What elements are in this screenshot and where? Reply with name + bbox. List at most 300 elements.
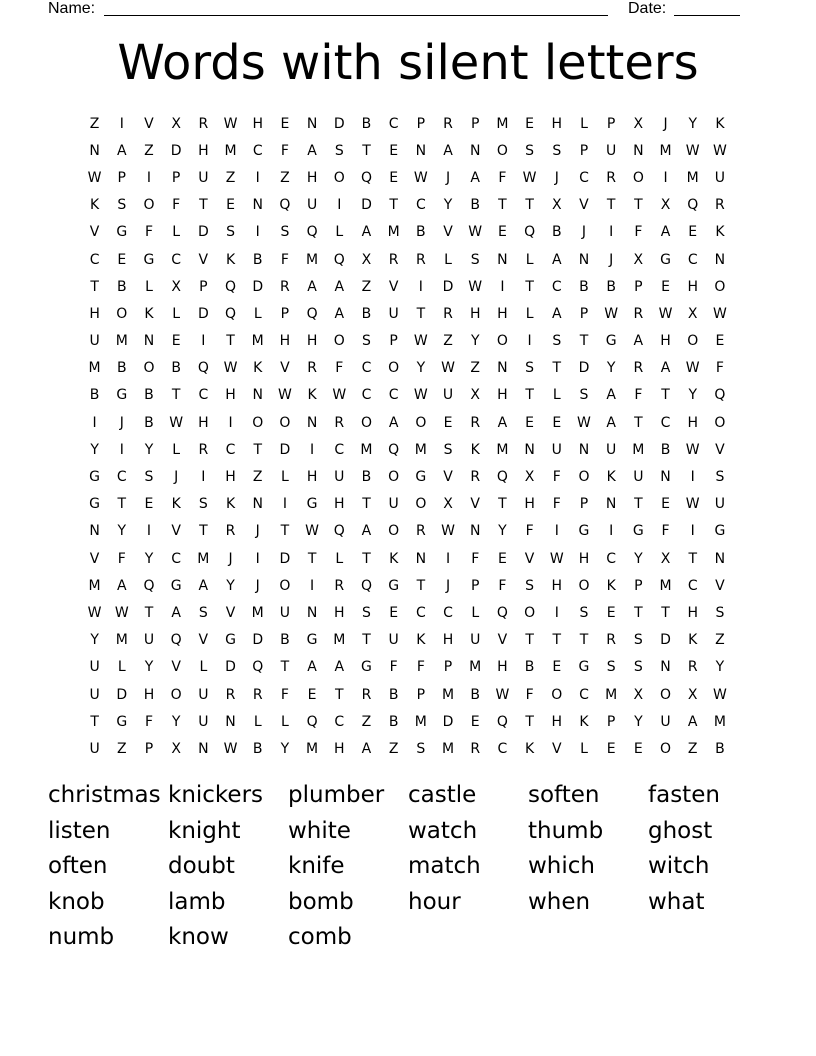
grid-letter[interactable]: D — [442, 278, 454, 295]
grid-letter[interactable]: S — [525, 142, 535, 159]
grid-letter[interactable]: X — [171, 740, 181, 757]
grid-letter[interactable]: N — [469, 523, 481, 540]
grid-letter[interactable]: Q — [306, 713, 318, 730]
grid-letter[interactable]: G — [116, 224, 128, 241]
grid-letter[interactable]: Y — [171, 713, 181, 730]
grid-letter[interactable]: U — [606, 142, 617, 159]
grid-letter[interactable]: Q — [306, 224, 318, 241]
grid-letter[interactable]: W — [441, 523, 455, 540]
grid-letter[interactable]: O — [170, 686, 182, 703]
grid-letter[interactable]: J — [228, 550, 233, 567]
grid-letter[interactable]: T — [552, 632, 562, 649]
grid-letter[interactable]: T — [144, 604, 154, 621]
grid-letter[interactable]: Q — [388, 441, 400, 458]
grid-letter[interactable]: C — [225, 441, 236, 458]
grid-letter[interactable]: S — [633, 659, 643, 676]
grid-letter[interactable]: V — [89, 550, 100, 567]
grid-letter[interactable]: H — [89, 305, 100, 322]
grid-letter[interactable]: V — [388, 278, 399, 295]
grid-letter[interactable]: W — [87, 604, 102, 621]
grid-letter[interactable]: G — [415, 469, 427, 486]
grid-letter[interactable]: T — [171, 387, 181, 404]
grid-letter[interactable]: I — [310, 577, 315, 594]
grid-letter[interactable]: K — [715, 115, 725, 132]
grid-letter[interactable]: Q — [714, 387, 726, 404]
grid-letter[interactable]: S — [525, 577, 535, 594]
grid-letter[interactable]: V — [198, 251, 209, 268]
grid-letter[interactable]: M — [659, 142, 672, 159]
grid-letter[interactable]: H — [225, 387, 236, 404]
grid-letter[interactable]: B — [144, 414, 154, 431]
grid-letter[interactable]: Y — [443, 197, 453, 214]
grid-letter[interactable]: N — [252, 387, 263, 404]
grid-letter[interactable]: K — [389, 550, 399, 567]
grid-letter[interactable]: V — [470, 496, 480, 513]
grid-letter[interactable]: G — [632, 523, 644, 540]
grid-letter[interactable]: M — [306, 740, 319, 757]
grid-letter[interactable]: H — [306, 469, 318, 486]
grid-letter[interactable]: C — [579, 169, 589, 186]
grid-letter[interactable]: M — [441, 686, 455, 703]
grid-letter[interactable]: R — [606, 169, 617, 186]
grid-letter[interactable]: W — [305, 523, 320, 540]
grid-letter[interactable]: T — [525, 197, 534, 214]
grid-letter[interactable]: W — [685, 496, 700, 513]
grid-letter[interactable]: H — [334, 496, 345, 513]
grid-letter[interactable]: M — [632, 441, 645, 458]
grid-letter[interactable]: O — [632, 169, 644, 186]
grid-letter[interactable]: M — [469, 659, 482, 676]
grid-letter[interactable]: S — [198, 604, 208, 621]
name-blank-line[interactable] — [104, 0, 608, 16]
grid-letter[interactable]: U — [198, 686, 209, 703]
grid-letter[interactable]: G — [578, 659, 590, 676]
grid-letter[interactable]: G — [388, 577, 400, 594]
grid-letter[interactable]: F — [634, 224, 643, 241]
grid-letter[interactable]: O — [279, 577, 291, 594]
grid-letter[interactable]: H — [551, 115, 563, 132]
grid-letter[interactable]: G — [361, 659, 372, 676]
grid-letter[interactable]: J — [609, 251, 614, 268]
grid-letter[interactable]: T — [362, 496, 371, 513]
grid-letter[interactable]: A — [198, 577, 209, 594]
grid-letter[interactable]: N — [252, 496, 263, 513]
grid-letter[interactable]: K — [606, 577, 616, 594]
grid-letter[interactable]: Z — [687, 740, 698, 757]
grid-letter[interactable]: R — [198, 441, 209, 458]
grid-letter[interactable]: P — [443, 659, 453, 676]
grid-letter[interactable]: W — [522, 169, 537, 186]
grid-letter[interactable]: E — [497, 224, 507, 241]
grid-letter[interactable]: R — [470, 469, 481, 486]
grid-letter[interactable]: B — [116, 278, 127, 295]
grid-letter[interactable]: V — [171, 659, 181, 676]
grid-letter[interactable]: U — [388, 305, 399, 322]
grid-letter[interactable]: I — [609, 224, 614, 241]
grid-letter[interactable]: T — [117, 496, 127, 513]
grid-letter[interactable]: F — [280, 686, 289, 703]
grid-letter[interactable]: E — [389, 604, 399, 621]
grid-letter[interactable]: I — [663, 169, 668, 186]
grid-letter[interactable]: C — [171, 550, 182, 567]
grid-letter[interactable]: W — [413, 169, 428, 186]
grid-letter[interactable]: I — [310, 441, 315, 458]
grid-letter[interactable]: W — [685, 142, 700, 159]
grid-letter[interactable]: U — [89, 686, 100, 703]
grid-letter[interactable]: H — [687, 414, 698, 431]
grid-letter[interactable]: A — [307, 278, 317, 295]
grid-letter[interactable]: E — [715, 333, 725, 350]
grid-letter[interactable]: J — [255, 523, 260, 540]
grid-letter[interactable]: Z — [144, 142, 154, 159]
grid-letter[interactable]: Z — [715, 632, 725, 649]
grid-letter[interactable]: L — [552, 387, 561, 404]
grid-letter[interactable]: N — [714, 550, 726, 567]
grid-letter[interactable]: H — [497, 305, 508, 322]
grid-letter[interactable]: E — [280, 115, 290, 132]
grid-letter[interactable]: T — [579, 333, 589, 350]
grid-letter[interactable]: T — [362, 142, 371, 159]
grid-letter[interactable]: J — [445, 577, 451, 594]
grid-letter[interactable]: H — [198, 414, 209, 431]
grid-letter[interactable]: F — [715, 360, 724, 377]
grid-letter[interactable]: S — [362, 604, 371, 621]
grid-letter[interactable]: U — [388, 496, 399, 513]
grid-letter[interactable]: I — [500, 278, 505, 295]
grid-letter[interactable]: Q — [225, 305, 237, 322]
grid-letter[interactable]: P — [606, 115, 616, 132]
grid-letter[interactable]: Z — [470, 360, 481, 377]
grid-letter[interactable]: A — [334, 305, 345, 322]
grid-letter[interactable]: M — [251, 604, 264, 621]
grid-letter[interactable]: O — [360, 414, 372, 431]
grid-letter[interactable]: F — [498, 169, 507, 186]
grid-letter[interactable]: K — [470, 441, 480, 458]
grid-letter[interactable]: N — [89, 142, 100, 159]
grid-letter[interactable]: G — [116, 713, 128, 730]
grid-letter[interactable]: A — [334, 278, 345, 295]
grid-letter[interactable]: D — [279, 550, 291, 567]
grid-letter[interactable]: G — [605, 333, 617, 350]
grid-letter[interactable]: F — [498, 577, 507, 594]
grid-letter[interactable]: F — [552, 496, 561, 513]
grid-letter[interactable]: G — [225, 632, 236, 649]
grid-letter[interactable]: O — [496, 142, 508, 159]
grid-letter[interactable]: O — [333, 333, 345, 350]
grid-letter[interactable]: B — [416, 224, 426, 241]
grid-letter[interactable]: N — [306, 604, 318, 621]
grid-letter[interactable]: S — [362, 333, 371, 350]
grid-letter[interactable]: X — [443, 496, 453, 513]
grid-letter[interactable]: E — [389, 142, 399, 159]
grid-letter[interactable]: Y — [90, 632, 99, 649]
grid-letter[interactable]: C — [198, 387, 209, 404]
grid-letter[interactable]: K — [90, 197, 100, 214]
grid-letter[interactable]: Y — [280, 740, 290, 757]
grid-letter[interactable]: V — [144, 115, 154, 132]
grid-letter[interactable]: D — [252, 278, 264, 295]
grid-letter[interactable]: Y — [416, 360, 426, 377]
grid-letter[interactable]: P — [389, 333, 398, 350]
grid-letter[interactable]: W — [413, 387, 428, 404]
grid-letter[interactable]: M — [496, 115, 509, 132]
grid-letter[interactable]: W — [169, 414, 184, 431]
grid-letter[interactable]: M — [659, 577, 672, 594]
grid-letter[interactable]: Z — [89, 115, 100, 132]
grid-letter[interactable]: O — [388, 360, 400, 377]
grid-letter[interactable]: G — [306, 496, 318, 513]
grid-letter[interactable]: A — [633, 333, 644, 350]
grid-letter[interactable]: H — [551, 713, 563, 730]
grid-letter[interactable]: M — [88, 360, 101, 377]
grid-letter[interactable]: V — [524, 550, 535, 567]
grid-letter[interactable]: A — [443, 142, 453, 159]
grid-letter[interactable]: D — [578, 360, 590, 377]
grid-letter[interactable]: T — [280, 523, 290, 540]
grid-letter[interactable]: U — [89, 740, 100, 757]
grid-letter[interactable]: B — [252, 251, 263, 268]
grid-letter[interactable]: F — [172, 197, 181, 214]
grid-letter[interactable]: I — [255, 550, 260, 567]
grid-letter[interactable]: T — [525, 632, 534, 649]
grid-letter[interactable]: T — [335, 686, 344, 703]
grid-letter[interactable]: E — [117, 251, 127, 268]
grid-letter[interactable]: K — [171, 496, 181, 513]
grid-letter[interactable]: Q — [143, 577, 155, 594]
grid-letter[interactable]: H — [524, 496, 535, 513]
grid-letter[interactable]: L — [335, 550, 344, 567]
grid-letter[interactable]: O — [415, 496, 427, 513]
grid-letter[interactable]: I — [255, 224, 260, 241]
grid-letter[interactable]: O — [496, 333, 508, 350]
grid-letter[interactable]: R — [361, 686, 372, 703]
grid-letter[interactable]: C — [687, 577, 698, 594]
grid-letter[interactable]: N — [89, 523, 100, 540]
grid-letter[interactable]: Y — [226, 577, 235, 594]
grid-letter[interactable]: C — [415, 604, 426, 621]
grid-letter[interactable]: H — [687, 604, 698, 621]
grid-letter[interactable]: W — [468, 224, 483, 241]
grid-letter[interactable]: W — [577, 414, 591, 431]
grid-letter[interactable]: P — [416, 686, 426, 703]
grid-letter[interactable]: I — [119, 115, 124, 132]
grid-letter[interactable]: C — [361, 387, 372, 404]
grid-letter[interactable]: T — [661, 387, 670, 404]
grid-letter[interactable]: E — [470, 713, 480, 730]
grid-letter[interactable]: C — [388, 387, 399, 404]
grid-letter[interactable]: D — [225, 659, 236, 676]
grid-letter[interactable]: K — [525, 740, 535, 757]
grid-letter[interactable]: S — [117, 197, 127, 214]
grid-letter[interactable]: V — [89, 224, 100, 241]
grid-letter[interactable]: L — [199, 659, 208, 676]
grid-letter[interactable]: N — [578, 441, 590, 458]
grid-letter[interactable]: K — [606, 469, 616, 486]
grid-letter[interactable]: E — [443, 414, 453, 431]
grid-letter[interactable]: B — [715, 740, 725, 757]
grid-letter[interactable]: U — [714, 169, 726, 186]
grid-letter[interactable]: U — [279, 604, 291, 621]
grid-letter[interactable]: N — [415, 550, 427, 567]
grid-letter[interactable]: E — [661, 496, 670, 513]
grid-letter[interactable]: B — [144, 387, 154, 404]
grid-letter[interactable]: X — [687, 686, 698, 703]
grid-letter[interactable]: H — [578, 550, 590, 567]
grid-letter[interactable]: W — [332, 387, 347, 404]
grid-letter[interactable]: N — [605, 496, 617, 513]
grid-letter[interactable]: F — [280, 142, 289, 159]
grid-letter[interactable]: F — [389, 659, 398, 676]
grid-letter[interactable]: H — [551, 577, 563, 594]
grid-letter[interactable]: L — [253, 713, 262, 730]
grid-letter[interactable]: E — [226, 197, 235, 214]
grid-letter[interactable]: R — [470, 414, 481, 431]
grid-letter[interactable]: T — [199, 197, 208, 214]
grid-letter[interactable]: V — [443, 469, 453, 486]
grid-letter[interactable]: I — [690, 523, 695, 540]
grid-letter[interactable]: T — [579, 632, 589, 649]
grid-letter[interactable]: B — [89, 387, 100, 404]
grid-letter[interactable]: K — [307, 387, 317, 404]
grid-letter[interactable]: P — [199, 278, 208, 295]
grid-letter[interactable]: H — [497, 387, 508, 404]
grid-letter[interactable]: T — [389, 197, 398, 214]
grid-letter[interactable]: F — [144, 713, 153, 730]
grid-letter[interactable]: V — [443, 224, 453, 241]
grid-letter[interactable]: G — [306, 632, 318, 649]
grid-letter[interactable]: X — [470, 387, 481, 404]
grid-letter[interactable]: R — [225, 523, 236, 540]
grid-letter[interactable]: A — [116, 577, 127, 594]
grid-letter[interactable]: U — [470, 632, 481, 649]
grid-letter[interactable]: B — [388, 713, 399, 730]
grid-letter[interactable]: I — [92, 414, 97, 431]
grid-letter[interactable]: C — [171, 251, 182, 268]
grid-letter[interactable]: Q — [496, 713, 508, 730]
grid-letter[interactable]: S — [334, 142, 344, 159]
grid-letter[interactable]: P — [579, 142, 589, 159]
grid-letter[interactable]: R — [252, 686, 263, 703]
grid-letter[interactable]: L — [117, 659, 126, 676]
grid-letter[interactable]: H — [306, 333, 318, 350]
grid-letter[interactable]: H — [497, 659, 508, 676]
grid-letter[interactable]: L — [471, 604, 480, 621]
grid-letter[interactable]: F — [335, 360, 344, 377]
grid-letter[interactable]: Y — [688, 387, 697, 404]
grid-letter[interactable]: Q — [252, 659, 264, 676]
grid-letter[interactable]: Y — [144, 550, 154, 567]
grid-letter[interactable]: V — [579, 197, 589, 214]
grid-letter[interactable]: G — [714, 523, 726, 540]
grid-letter[interactable]: P — [171, 169, 181, 186]
grid-letter[interactable]: R — [388, 251, 399, 268]
grid-letter[interactable]: Z — [388, 740, 399, 757]
grid-letter[interactable]: S — [552, 142, 562, 159]
grid-letter[interactable]: E — [171, 333, 181, 350]
grid-letter[interactable]: F — [525, 686, 534, 703]
grid-letter[interactable]: U — [89, 659, 100, 676]
grid-letter[interactable]: Z — [280, 169, 290, 186]
grid-letter[interactable]: T — [552, 360, 562, 377]
grid-letter[interactable]: K — [416, 632, 426, 649]
grid-letter[interactable]: A — [687, 713, 698, 730]
grid-letter[interactable]: Q — [524, 224, 536, 241]
grid-letter[interactable]: K — [579, 713, 589, 730]
grid-letter[interactable]: M — [686, 169, 699, 186]
grid-letter[interactable]: W — [712, 686, 727, 703]
grid-letter[interactable]: P — [470, 115, 480, 132]
grid-letter[interactable]: X — [633, 251, 644, 268]
grid-letter[interactable]: W — [277, 387, 292, 404]
grid-letter[interactable]: I — [418, 278, 423, 295]
grid-letter[interactable]: A — [551, 305, 562, 322]
grid-letter[interactable]: B — [252, 740, 263, 757]
grid-letter[interactable]: P — [579, 496, 589, 513]
grid-letter[interactable]: D — [442, 713, 454, 730]
grid-letter[interactable]: P — [280, 305, 290, 322]
grid-letter[interactable]: T — [90, 713, 99, 730]
grid-letter[interactable]: T — [498, 197, 507, 214]
grid-letter[interactable]: P — [606, 713, 616, 730]
grid-letter[interactable]: O — [660, 740, 672, 757]
grid-letter[interactable]: C — [334, 713, 345, 730]
grid-letter[interactable]: I — [554, 523, 559, 540]
grid-letter[interactable]: X — [687, 305, 698, 322]
grid-letter[interactable]: F — [416, 659, 425, 676]
grid-letter[interactable]: P — [416, 115, 426, 132]
grid-letter[interactable]: I — [690, 469, 695, 486]
grid-letter[interactable]: T — [525, 387, 534, 404]
grid-letter[interactable]: C — [606, 550, 617, 567]
grid-letter[interactable]: N — [306, 115, 318, 132]
grid-letter[interactable]: S — [470, 251, 480, 268]
grid-letter[interactable]: R — [715, 197, 725, 214]
grid-letter[interactable]: Q — [360, 577, 372, 594]
grid-letter[interactable]: U — [633, 469, 644, 486]
grid-letter[interactable]: L — [444, 251, 452, 268]
grid-letter[interactable]: Z — [225, 169, 236, 186]
grid-letter[interactable]: G — [89, 469, 101, 486]
grid-letter[interactable]: I — [255, 169, 260, 186]
grid-letter[interactable]: N — [660, 659, 671, 676]
grid-letter[interactable]: R — [687, 659, 698, 676]
grid-letter[interactable]: G — [116, 387, 128, 404]
grid-letter[interactable]: Q — [306, 305, 318, 322]
grid-letter[interactable]: H — [334, 604, 345, 621]
grid-letter[interactable]: F — [280, 251, 289, 268]
grid-letter[interactable]: B — [606, 278, 616, 295]
grid-letter[interactable]: T — [362, 550, 371, 567]
grid-letter[interactable]: O — [660, 686, 672, 703]
grid-letter[interactable]: W — [223, 740, 238, 757]
grid-letter[interactable]: B — [361, 115, 372, 132]
grid-letter[interactable]: G — [170, 577, 182, 594]
grid-letter[interactable]: F — [525, 523, 534, 540]
grid-letter[interactable]: G — [578, 523, 590, 540]
grid-letter[interactable]: N — [633, 142, 644, 159]
grid-letter[interactable]: T — [688, 550, 697, 567]
grid-letter[interactable]: M — [224, 142, 237, 159]
grid-letter[interactable]: A — [388, 414, 399, 431]
grid-letter[interactable]: M — [414, 713, 427, 730]
grid-letter[interactable]: U — [660, 713, 671, 730]
grid-letter[interactable]: T — [634, 197, 643, 214]
grid-letter[interactable]: U — [388, 632, 399, 649]
grid-letter[interactable]: Q — [333, 523, 345, 540]
grid-letter[interactable]: D — [252, 632, 264, 649]
grid-letter[interactable]: V — [198, 632, 209, 649]
grid-letter[interactable]: T — [634, 604, 643, 621]
